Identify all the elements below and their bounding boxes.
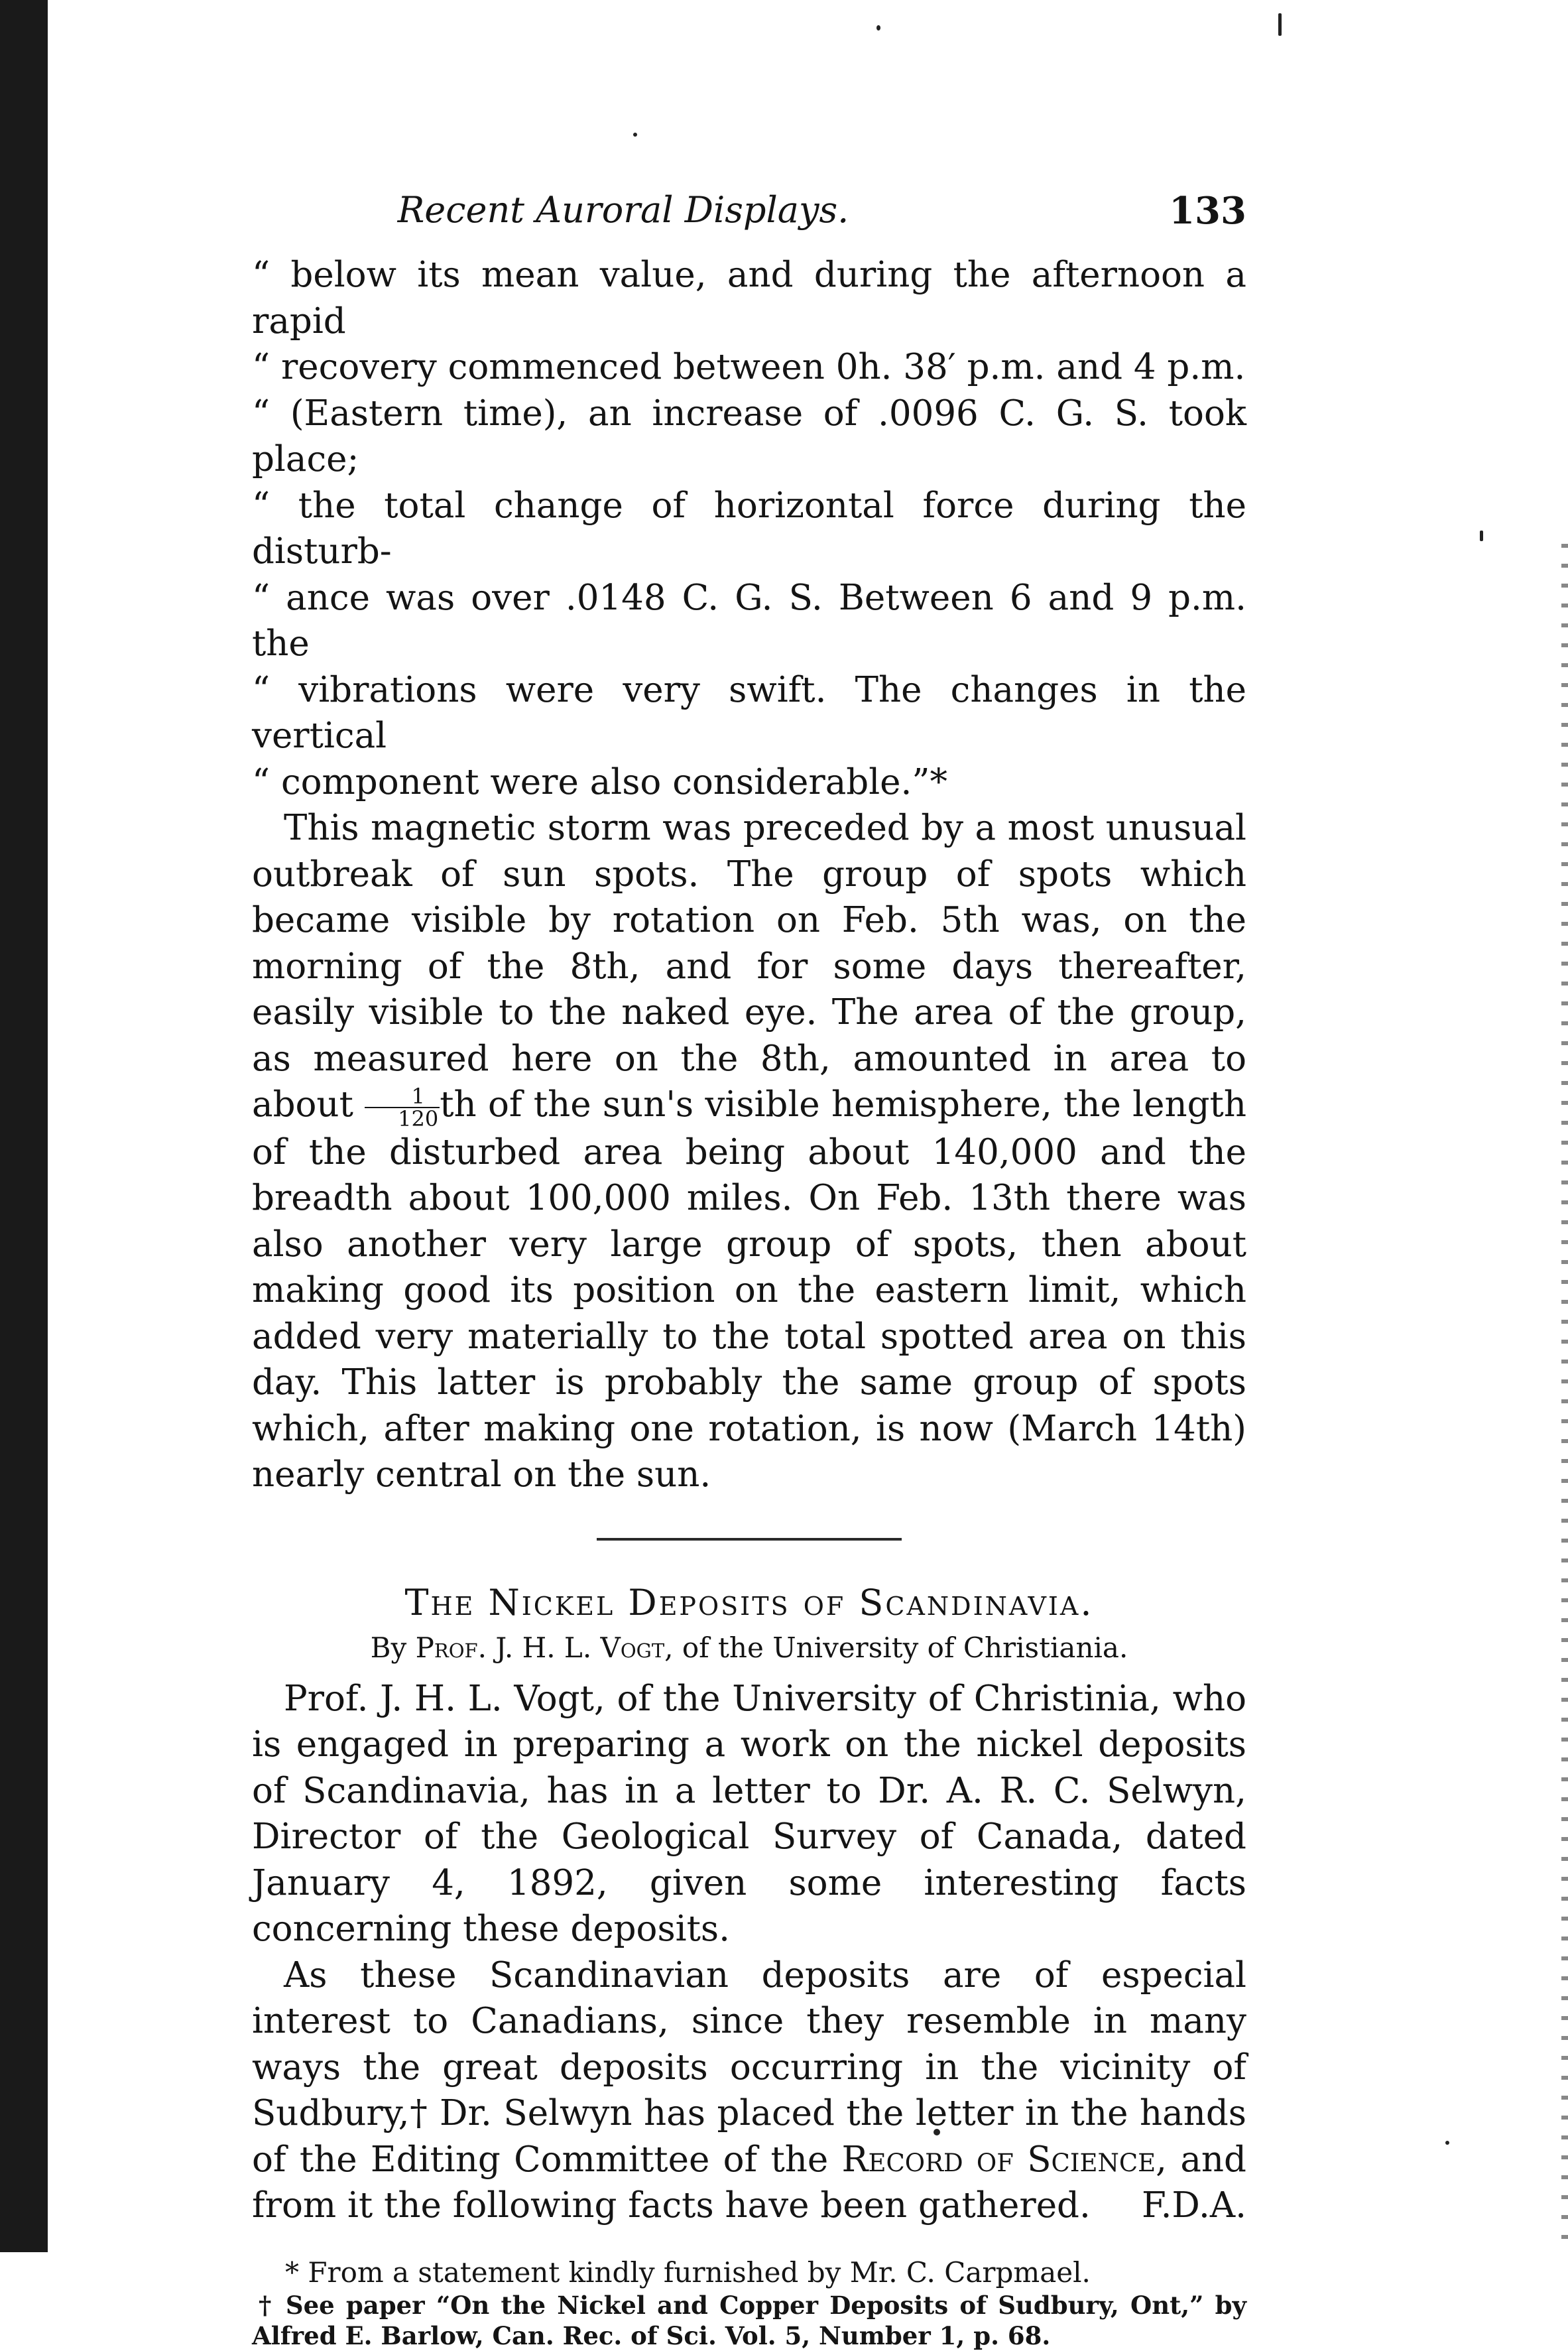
nickel-body — [252, 1676, 1246, 2229]
footnote: † See paper “On the Nickel and Copper Deposits of Sudbury, Ont,” by Alfred E. Barlow, Can. Rec. of Sci. Vol. 5, Number 1, p. 68. — [252, 2290, 1246, 2350]
scan-speck — [876, 25, 880, 31]
scan-speck — [1445, 2141, 1449, 2145]
quote-line: “ recovery commenced between 0h. 38′ p.m. and 4 p.m. — [252, 347, 1246, 387]
byline — [252, 1631, 1246, 1664]
paragraph-text: This magnetic storm was preceded by a most unusual outbreak of sun spots. The group of spots which became visible by rotation on Feb. 5th was, on the morning of the 8th, and for some days thereafter, easily visible to the naked eye. The area of the group, as measured here on the 8th, amounted in area to about — [252, 808, 1246, 1125]
signoff-initials: F.D.A. — [1142, 2185, 1246, 2226]
footnote: * From a statement kindly furnished by Mr. C. Carpmael. — [285, 2256, 1091, 2289]
quote-line: “ ance was over .0148 C. G. S. Between 6 and 9 p.m. the — [252, 577, 1246, 664]
fraction-denominator: 120 — [398, 1106, 439, 1131]
quote-line: “ (Eastern time), an increase of .0096 C. G. S. took place; — [252, 393, 1246, 479]
quote-line: “ below its mean value, and during the afternoon a rapid — [252, 255, 1246, 342]
page-number: 133 — [1169, 189, 1246, 233]
byline-title: Prof. — [415, 1631, 487, 1664]
paragraph: Prof. J. H. L. Vogt, of the University of Christinia, who is engaged in preparing a work on the nickel deposits of Scandinavia, has in a letter to Dr. A. R. C. Selwyn, Director of the Geological Survey of Canada, dated January 4, 1892, given some interesting facts concerning these deposits. — [252, 1678, 1246, 1949]
journal-title: Record of Science, — [841, 2139, 1168, 2180]
paragraph-text: and from it the following facts have been gathered. — [252, 2139, 1246, 2226]
page — [252, 179, 1246, 2351]
footnotes — [252, 2256, 1246, 2351]
byline-name: J. H. L. — [495, 1631, 592, 1664]
byline-surname: Vogt, — [600, 1631, 674, 1664]
paragraph — [252, 805, 1246, 1498]
scan-speck — [633, 133, 637, 137]
fraction-numerator: 1 — [365, 1086, 440, 1108]
section-title: The Nickel Deposits of Scandinavia. — [404, 1581, 1094, 1623]
quote-line: “ vibrations were very swift. The changes in the vertical — [252, 669, 1246, 756]
byline-prefix: By — [370, 1631, 407, 1664]
paragraph-text: th of the sun's visible hemisphere, the length of the disturbed area being about 140,000 and the breadth about 100,000 miles. On Feb. 13th there was also another very large group of spots, then about making good its position on the eastern limit, which added very materially to the total spotted area on this day. This latter is probably the same group of spots which, after making one rotation, is now (March 14th) nearly central on the sun. — [252, 1084, 1246, 1495]
quote-line: “ the total change of horizontal force during the disturb- — [252, 485, 1246, 572]
section-divider — [597, 1538, 902, 1541]
running-title: Recent Auroral Displays. — [397, 189, 849, 231]
running-head — [252, 179, 1246, 252]
fraction — [365, 1083, 440, 1131]
paragraph — [252, 1952, 1246, 2229]
storm-paragraph — [252, 805, 1246, 1498]
quoted-passage — [252, 252, 1246, 805]
scan-speck — [1278, 13, 1282, 36]
page-edge — [1561, 544, 1568, 2252]
quote-line: “ component were also considerable.”* — [252, 761, 947, 802]
byline-suffix: of the University of Christiania. — [682, 1631, 1128, 1664]
paragraph-text: As these Scandinavian deposits are of especial interest to Canadians, since they resemble in many ways the great deposits occurring in the vicinity of Sudbury,† Dr. Selwyn has placed the letter in the hands of the Editing Committee of the — [252, 1954, 1246, 2180]
binding-edge — [0, 0, 48, 2252]
scan-speck — [1480, 531, 1483, 541]
